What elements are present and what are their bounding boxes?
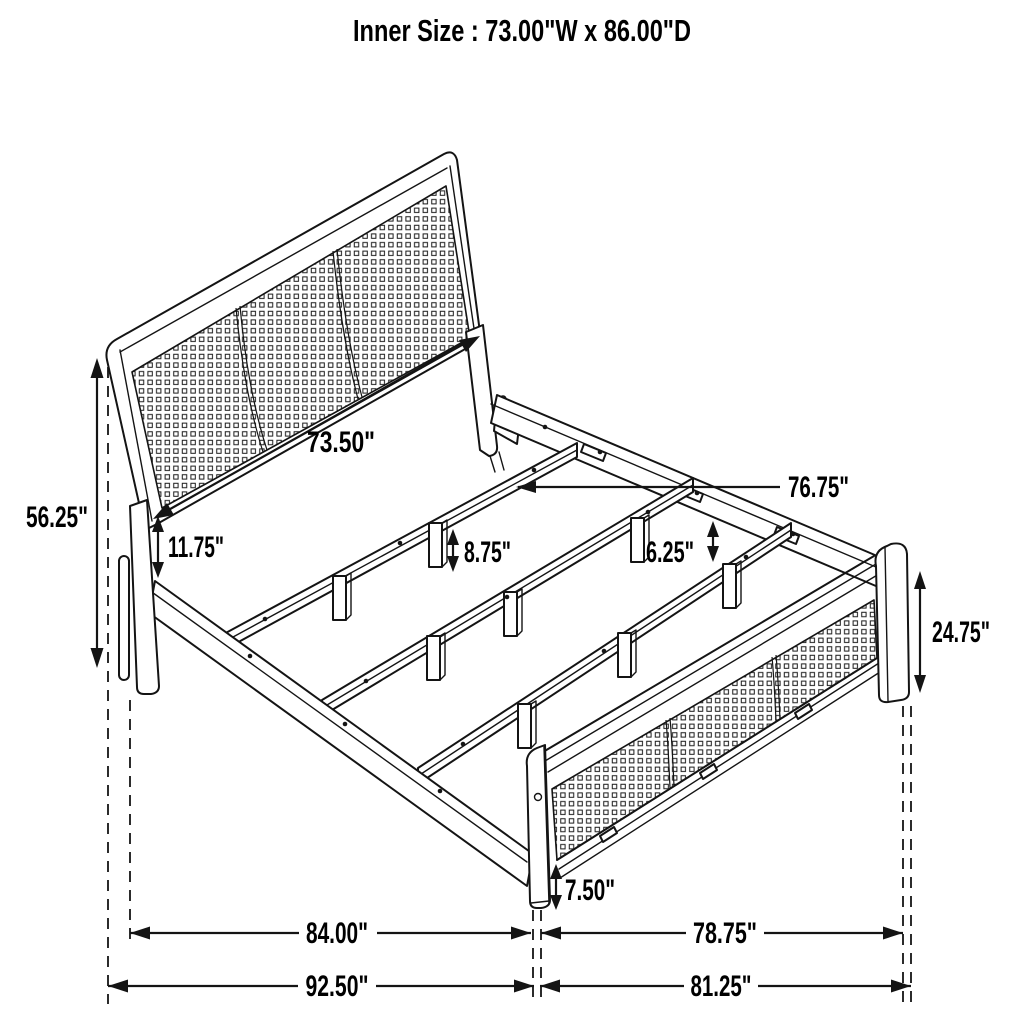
dimension-footboard-leg [550,864,615,910]
dimension-slat-gap [646,521,719,569]
dim-label-11-75: 11.75" [168,531,224,564]
dimension-support-leg-height [447,529,511,572]
footboard-left-post [527,745,550,908]
dimension-side-rail-length [541,917,903,950]
dim-label-84-00: 84.00" [306,917,368,950]
headboard-left-leg [119,500,159,694]
footboard-right-post [875,543,909,702]
dim-label-73-50: 73.50" [307,426,375,459]
dimension-frame-length [130,917,531,950]
dim-label-8-75: 8.75" [464,536,511,569]
dimension-overall-depth-left [108,970,534,1003]
headboard-right-leg [466,325,521,472]
headboard [106,152,521,530]
dim-label-81-25: 81.25" [690,970,752,1003]
dimension-panel-to-rail [152,516,224,578]
headboard-front-peg-leg [119,556,129,680]
dimension-headboard-height [26,358,104,668]
dim-label-6-25: 6.25" [646,536,694,569]
footboard-cane-panel [552,600,877,860]
dim-label-24-75: 24.75" [932,616,990,649]
diagram-title: Inner Size : 73.00"W x 86.00"D [353,13,691,48]
dimension-overall-depth-right [540,970,911,1003]
dim-label-78-75: 78.75" [693,917,757,950]
dim-label-92-50: 92.50" [305,970,369,1003]
dim-label-76-75: 76.75" [788,471,849,504]
footboard [527,543,909,908]
slat-rail-1 [222,443,577,651]
dim-label-56-25: 56.25" [26,501,88,534]
dim-label-7-50: 7.50" [565,874,615,907]
dimension-footboard-height [914,571,990,693]
